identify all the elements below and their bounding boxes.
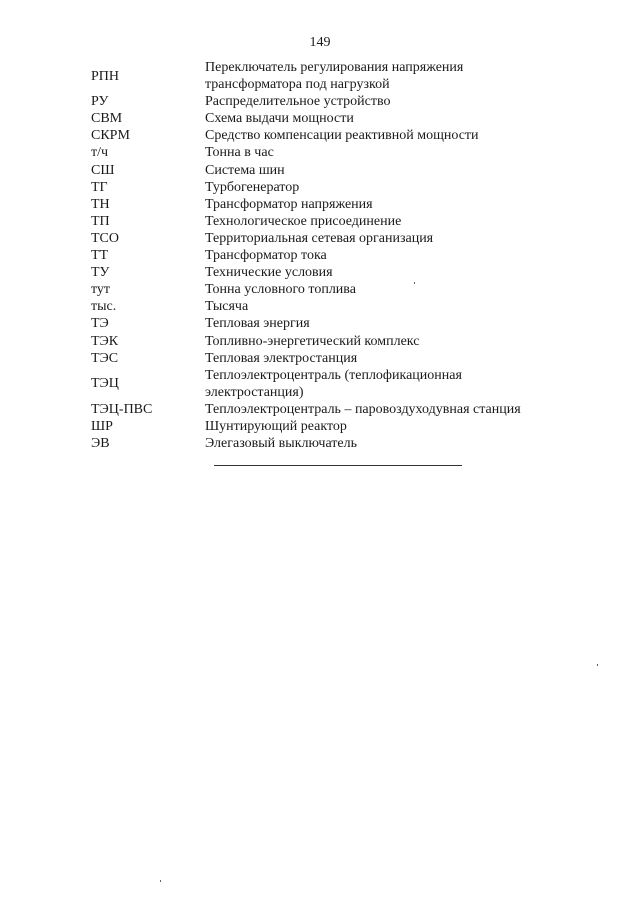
definition: Тепловая электростанция: [205, 350, 358, 366]
definition-line: [205, 367, 581, 384]
abbreviation: ТЭК: [91, 333, 119, 349]
end-rule: [214, 465, 462, 466]
abbreviation: т/ч: [91, 145, 109, 161]
abbreviation: тут: [91, 282, 111, 298]
definition: Топливно-энергетический комплекс: [205, 333, 420, 349]
abbreviation: ТН: [91, 196, 110, 212]
scan-speck: [597, 664, 598, 666]
definition-word: Переключатель: [205, 60, 297, 75]
definition: Трансформатор тока: [205, 248, 327, 264]
abbreviation: ТЭ: [91, 316, 109, 332]
abbreviation: ШР: [91, 418, 113, 434]
definition: Система шин: [205, 162, 285, 178]
abbreviation: ТП: [91, 213, 110, 229]
definition: Тонна в час: [205, 145, 274, 161]
definition: Турбогенератор: [205, 179, 300, 195]
abbreviation: ТУ: [91, 265, 110, 281]
definition-line: [205, 59, 581, 76]
definition: Шунтирующий реактор: [205, 418, 347, 434]
abbreviation: ТЭЦ-ПВС: [91, 401, 153, 417]
scan-speck: [160, 880, 161, 882]
definition-word: (теплофикационная: [344, 367, 462, 383]
abbreviation: СШ: [91, 162, 115, 178]
definition: Технические условия: [205, 265, 333, 281]
definition: Средство компенсации реактивной мощности: [205, 128, 479, 144]
abbreviation: ТТ: [91, 248, 109, 264]
definition: Тепловая энергия: [205, 316, 310, 332]
abbreviation: СВМ: [91, 111, 123, 127]
definition-word: регулирования: [300, 60, 389, 75]
definition: Тонна условного топлива: [205, 282, 356, 298]
definition: [205, 59, 581, 93]
abbreviation: ТЭС: [91, 350, 119, 366]
definition: Схема выдачи мощности: [205, 111, 354, 127]
page-number: 149: [309, 35, 331, 50]
definition: Теплоэлектроцентраль – паровоздуходувная станция: [205, 401, 521, 417]
abbreviation: ЭВ: [91, 436, 110, 452]
definition-word: Теплоэлектроцентраль: [205, 367, 341, 383]
definition: Территориальная сетевая организация: [205, 230, 434, 246]
abbreviation: тыс.: [91, 299, 117, 315]
definition: Элегазовый выключатель: [205, 436, 357, 452]
definition: Распределительное устройство: [205, 94, 391, 110]
scan-speck: [414, 282, 415, 284]
definition-line: электростанция): [205, 384, 304, 400]
abbreviation: РУ: [91, 94, 109, 110]
abbreviation: ТЭЦ: [91, 376, 119, 392]
abbreviation: РПН: [91, 68, 120, 84]
definition: [205, 367, 581, 401]
definition: Тысяча: [205, 299, 249, 315]
definition: Технологическое присоединение: [205, 213, 402, 229]
abbreviation: ТГ: [91, 179, 108, 195]
definition: Трансформатор напряжения: [205, 196, 373, 212]
definition-word: напряжения: [391, 60, 464, 75]
abbreviation: СКРМ: [91, 128, 130, 144]
abbreviation: ТСО: [91, 230, 119, 246]
definition-line: трансформатора под нагрузкой: [205, 77, 390, 93]
